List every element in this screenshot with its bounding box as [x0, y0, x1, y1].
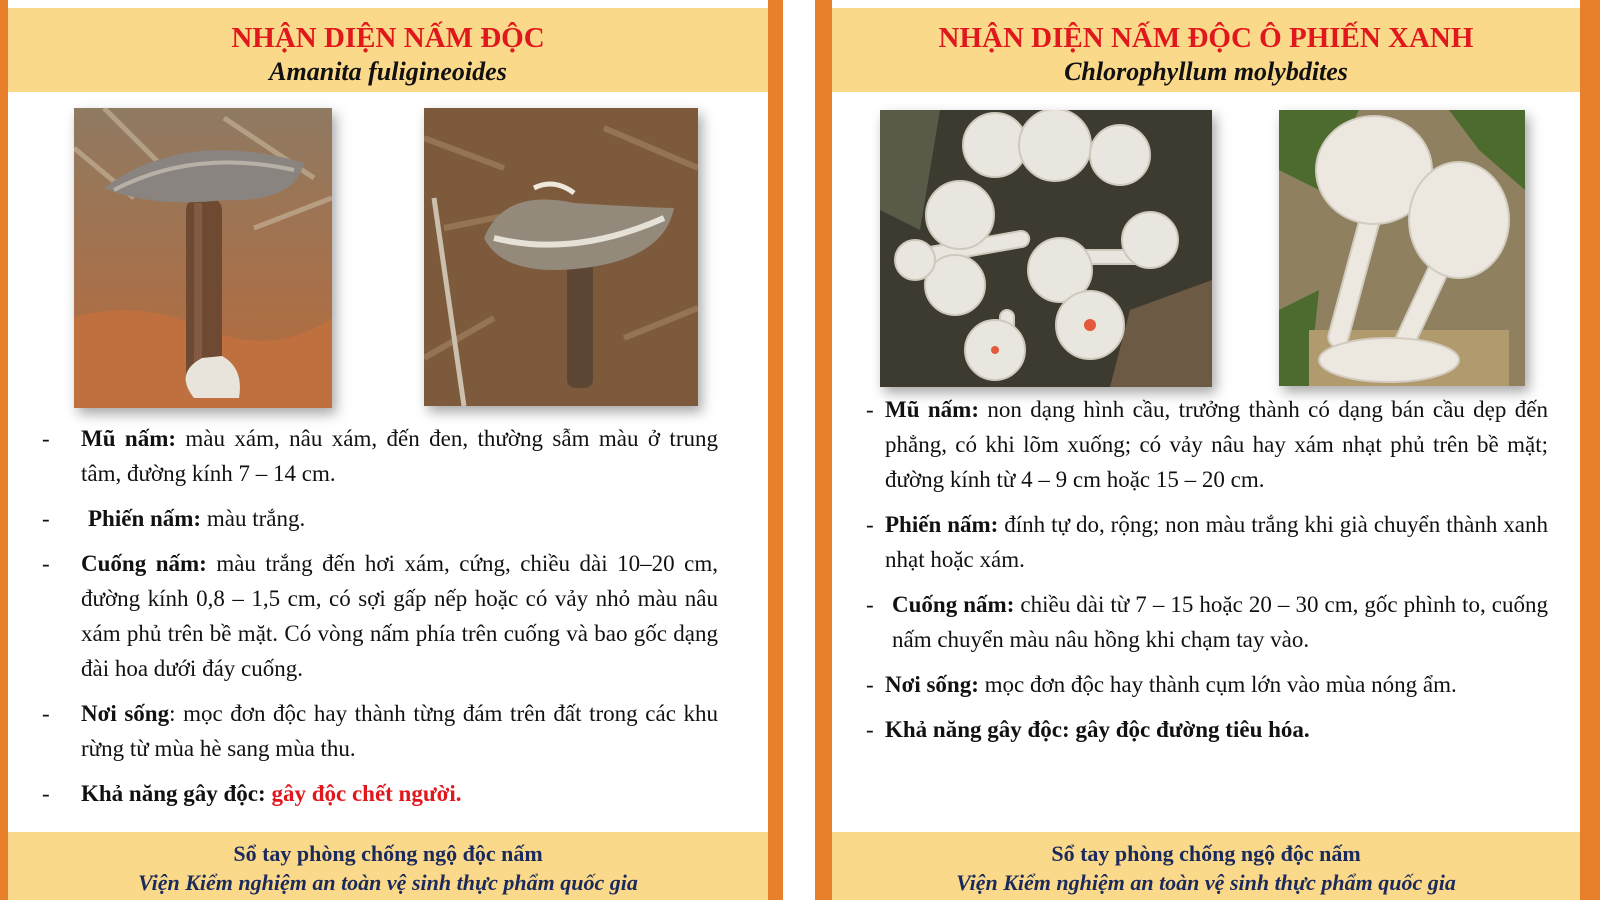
poison-card-amanita [0, 0, 783, 900]
bullet-dash: - [866, 672, 874, 697]
list-item [8, 501, 768, 536]
item-text: màu xám, nâu xám, đến đen, thường sẫm màu ở trung tâm, đường kính 7 – 14 cm. [81, 426, 718, 486]
mushroom-photo-4 [1279, 110, 1525, 386]
description-list [8, 421, 768, 821]
item-text: đính tự do, rộng; non màu trắng khi già chuyển thành xanh nhạt hoặc xám. [885, 512, 1548, 572]
card-title: NHẬN DIỆN NẤM ĐỘC Ô PHIẾN XANH [938, 22, 1474, 54]
list-item [8, 776, 768, 811]
item-label: Nơi sống [81, 701, 170, 726]
toxicity-warning: gây độc chết người. [271, 781, 462, 806]
list-item [832, 667, 1580, 702]
bullet-dash: - [42, 701, 50, 726]
mushroom-photo-3 [880, 110, 1212, 387]
item-label: Phiến nấm: [885, 512, 999, 537]
list-item [832, 392, 1580, 497]
bullet-dash: - [866, 512, 874, 537]
footer-institute: Viện Kiểm nghiệm an toàn vệ sinh thực phẩm quốc gia [956, 870, 1456, 895]
card-inner [832, 0, 1580, 900]
item-text: : mọc đơn độc hay thành từng đám trên đất trong các khu rừng từ mùa hè sang mùa thu. [81, 701, 719, 761]
bullet-dash: - [42, 781, 50, 806]
bullet-dash: - [42, 506, 50, 531]
item-label: Mũ nấm: [81, 426, 177, 451]
toxicity-effect: gây độc đường tiêu hóa. [1075, 717, 1310, 742]
scientific-name: Amanita fuligineoides [269, 57, 507, 86]
item-text: non dạng hình cầu, trưởng thành có dạng bán cầu dẹp đến phẳng, có khi lõm xuống; có vảy nâu hay xám nhạt phủ trên bề mặt; đường kính từ 4 – 9 cm hoặc 15 – 20 cm. [885, 397, 1548, 492]
card-inner [8, 0, 768, 900]
description-list [832, 392, 1580, 757]
list-item [832, 507, 1580, 577]
mushroom-photo-1 [74, 108, 332, 408]
card-title: NHẬN DIỆN NẤM ĐỘC [231, 22, 545, 54]
card-header [8, 8, 768, 92]
list-item [8, 421, 768, 491]
item-text: chiều dài từ 7 – 15 hoặc 20 – 30 cm, gốc phình to, cuống nấm chuyển màu nâu hồng khi chạm tay vào. [892, 592, 1548, 652]
item-label: Mũ nấm: [885, 397, 979, 422]
item-label: Nơi sống: [885, 672, 979, 697]
card-footer [8, 832, 768, 900]
item-label: Cuống nấm: [892, 592, 1015, 617]
list-item [832, 587, 1580, 657]
list-item [832, 712, 1580, 747]
mushroom-photo-2 [424, 108, 698, 406]
footer-institute: Viện Kiểm nghiệm an toàn vệ sinh thực phẩm quốc gia [138, 870, 638, 895]
item-label: Cuống nấm: [81, 551, 207, 576]
item-text: màu trắng đến hơi xám, cứng, chiều dài 10–20 cm, đường kính 0,8 – 1,5 cm, có sợi gấp nếp hoặc có vảy nhỏ màu nâu xám phủ trên bề mặt. Có vòng nấm phía trên cuống và bao gốc dạng đài hoa dưới đáy cuống. [81, 551, 718, 681]
footer-handbook: Sổ tay phòng chống ngộ độc nấm [233, 841, 543, 866]
card-header [832, 8, 1580, 92]
footer-handbook: Sổ tay phòng chống ngộ độc nấm [1051, 841, 1361, 866]
item-label: Khả năng gây độc: [81, 781, 266, 806]
card-footer [832, 832, 1580, 900]
item-text: mọc đơn độc hay thành cụm lớn vào mùa nóng ẩm. [978, 672, 1457, 697]
item-text: màu trắng. [201, 506, 306, 531]
bullet-dash: - [866, 397, 874, 422]
bullet-dash: - [866, 592, 874, 617]
list-item [8, 696, 768, 766]
item-label: Phiến nấm: [88, 506, 202, 531]
bullet-dash: - [42, 551, 50, 576]
list-item [8, 546, 768, 686]
bullet-dash: - [866, 717, 874, 742]
item-label: Khả năng gây độc: [885, 717, 1070, 742]
scientific-name: Chlorophyllum molybdites [1064, 57, 1348, 86]
poison-card-chlorophyllum [815, 0, 1600, 900]
bullet-dash: - [42, 426, 50, 451]
